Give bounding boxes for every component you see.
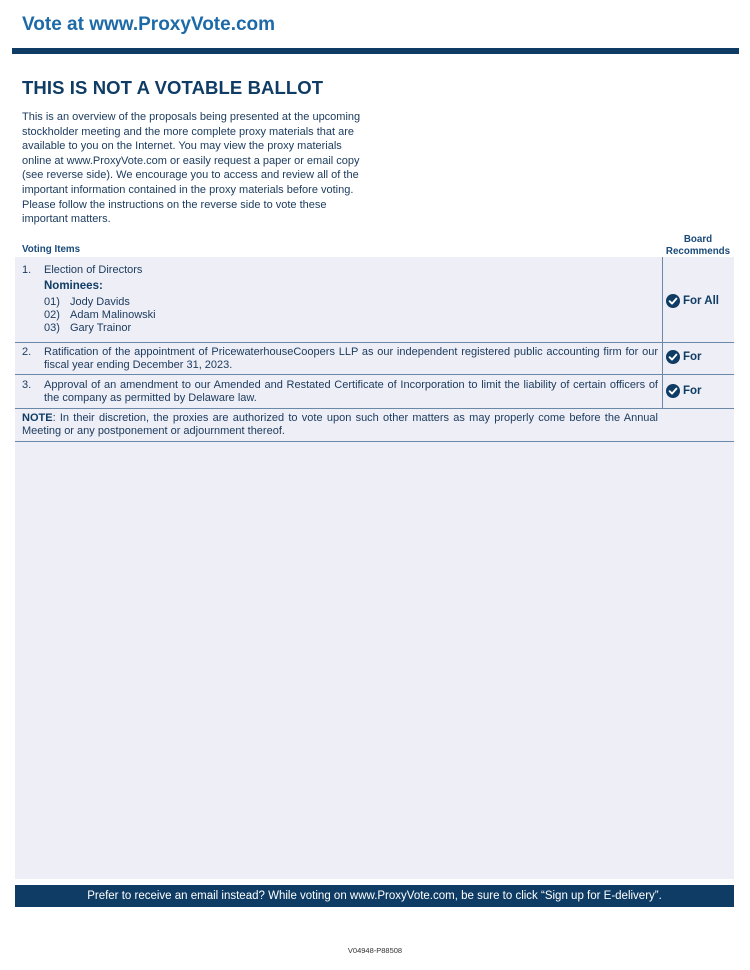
item-2-recommendation [666,350,702,364]
recommendation-label: For [683,351,702,363]
check-circle-icon [666,350,680,364]
nominee [44,309,156,321]
nominee-name: Gary Trainor [70,322,132,334]
row-divider [15,408,734,409]
nominees-label: Nominees: [44,280,103,292]
check-circle-icon [666,294,680,308]
board-recommends-header [662,234,734,257]
item-2-number: 2. [22,346,32,358]
nominee-name: Adam Malinowski [70,309,156,321]
nominee-number: 01) [44,296,60,308]
header-title: Vote at www.ProxyVote.com [22,14,276,35]
nominee-number: 02) [44,309,60,321]
nominee-name: Jody Davids [70,296,130,308]
item-1-text: Election of Directors [44,264,143,276]
check-circle-icon [666,384,680,398]
board-recommends-line2: Recommends [665,245,731,257]
item-3-number: 3. [22,379,32,391]
item-1-number: 1. [22,264,32,276]
item-3-recommendation [666,384,702,398]
recommendation-column-divider [662,257,663,408]
header-rule [12,48,739,54]
note-label: NOTE [22,412,53,424]
item-1-recommendation [666,294,719,308]
recommendation-label: For [683,385,702,397]
row-divider [15,342,734,343]
board-recommends-line1: Board [683,234,713,245]
intro-paragraph: This is an overview of the proposals being presented at the upcoming stockholder meeting and the more complete proxy materials that are available to you on the Internet. You may view the proxy materials online at www.ProxyVote.com or easily request a paper or email copy (see reverse side). We encourage you to access and review all of the important information contained in the proxy materials before voting. Please follow the instructions on the reverse side to vote these important matters. [22,111,361,226]
voting-items-header: Voting Items [22,244,81,255]
item-3-text: Approval of an amendment to our Amended and Restated Certificate of Incorporation to limit the liability of certain officers of the company as permitted by Delaware law. [44,379,658,404]
recommendation-label: For All [683,295,719,307]
nominee-number: 03) [44,322,60,334]
item-2-text: Ratification of the appointment of PricewaterhouseCoopers LLP as our independent registered public accounting firm for our fiscal year ending December 31, 2023. [44,346,658,371]
document-code: V04948-P88508 [347,946,403,955]
note-paragraph [22,412,658,437]
row-divider [15,374,734,375]
row-divider [15,441,734,442]
ballot-title: THIS IS NOT A VOTABLE BALLOT [22,77,324,98]
nominee [44,322,131,334]
nominee [44,296,130,308]
edelivery-banner: Prefer to receive an email instead? While voting on www.ProxyVote.com, be sure to click “Sign up for E-delivery”. [15,885,734,907]
note-text: : In their discretion, the proxies are authorized to vote upon such other matters as may properly come before the Annual Meeting or any postponement or adjournment thereof. [22,412,658,437]
